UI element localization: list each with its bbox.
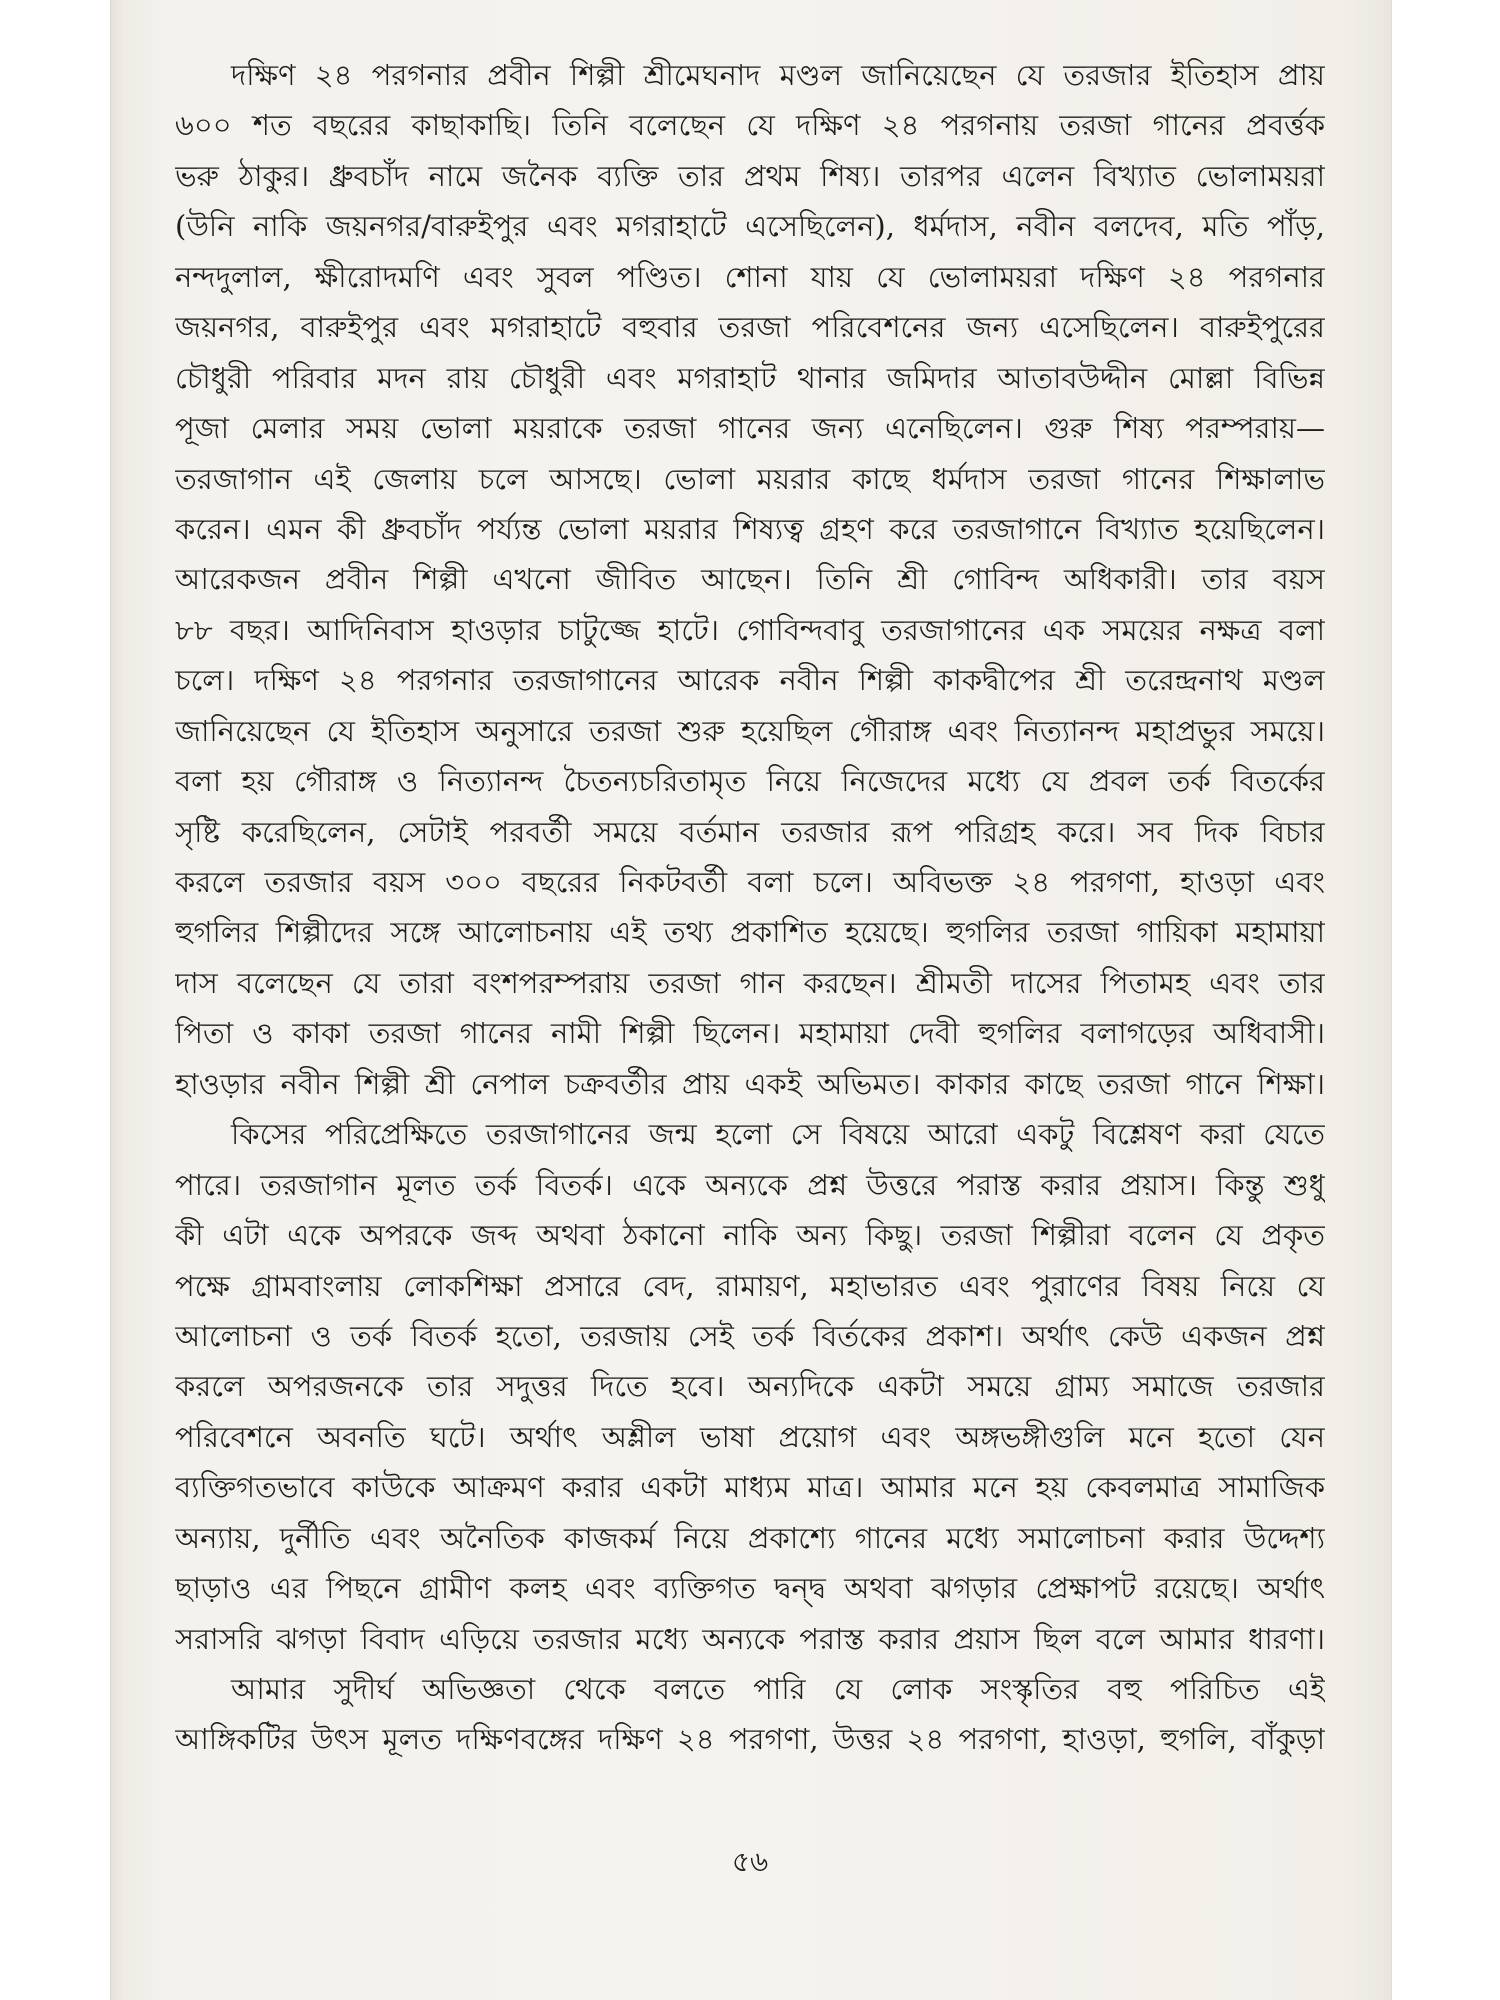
paragraph <box>175 1109 1325 1664</box>
text-line: জানিয়েছেন যে ইতিহাস অনুসারে তরজা শুরু হয়েছিল গৌরাঙ্গ এবং নিত্যানন্দ মহাপ্রভুর সময়ে। <box>175 713 1325 748</box>
text-line: চলে। দক্ষিণ ২৪ পরগনার তরজাগানের আরেক নবীন শিল্পী কাকদ্বীপের শ্রী তরেন্দ্রনাথ মণ্ডল <box>175 663 1325 698</box>
text-line: কী এটা একে অপরকে জব্দ অথবা ঠকানো নাকি অন্য কিছু। তরজা শিল্পীরা বলেন যে প্রকৃত <box>175 1218 1325 1253</box>
page-number: ৫৬ <box>731 1845 769 1878</box>
text-line: আরেকজন প্রবীন শিল্পী এখনো জীবিত আছেন। তিনি শ্রী গোবিন্দ অধিকারী। তার বয়স <box>175 562 1325 597</box>
text-line: হুগলির শিল্পীদের সঙ্গে আলোচনায় এই তথ্য প্রকাশিত হয়েছে। হুগলির তরজা গায়িকা মহামায়া <box>175 915 1325 950</box>
text-line: ব্যক্তিগতভাবে কাউকে আক্রমণ করার একটা মাধ্যম মাত্র। আমার মনে হয় কেবলমাত্র সামাজিক <box>175 1470 1325 1505</box>
paragraph <box>175 50 1325 1109</box>
text-line: পরিবেশনে অবনতি ঘটে। অর্থাৎ অশ্লীল ভাষা প্রয়োগ এবং অঙ্গভঙ্গীগুলি মনে হতো যেন <box>175 1419 1325 1454</box>
text-line: পিতা ও কাকা তরজা গানের নামী শিল্পী ছিলেন। মহামায়া দেবী হুগলির বলাগড়ের অধিবাসী। <box>175 1016 1325 1051</box>
text-line: ভরু ঠাকুর। ধ্রুবচাঁদ নামে জনৈক ব্যক্তি তার প্রথম শিষ্য। তারপর এলেন বিখ্যাত ভোলাময়রা <box>175 158 1325 193</box>
text-line: তরজাগান এই জেলায় চলে আসছে। ভোলা ময়রার কাছে ধর্মদাস তরজা গানের শিক্ষালাভ <box>175 461 1325 496</box>
paragraph <box>175 1664 1325 1765</box>
text-line: (উনি নাকি জয়নগর/বারুইপুর এবং মগরাহাটে এসেছিলেন), ধর্মদাস, নবীন বলদেব, মতি পাঁড়, <box>175 209 1325 244</box>
page-body <box>175 50 1325 1765</box>
text-line: আমার সুদীর্ঘ অভিজ্ঞতা থেকে বলতে পারি যে লোক সংস্কৃতির বহু পরিচিত এই <box>231 1672 1325 1706</box>
text-line: আঙ্গিকটির উৎস মূলত দক্ষিণবঙ্গের দক্ষিণ ২৪ পরগণা, উত্তর ২৪ পরগণা, হাওড়া, হুগলি, বাঁকুড়া <box>175 1722 1325 1757</box>
text-line: পারে। তরজাগান মূলত তর্ক বিতর্ক। একে অন্যকে প্রশ্ন উত্তরে পরাস্ত করার প্রয়াস। কিন্তু শুধু <box>175 1167 1325 1202</box>
text-line: দক্ষিণ ২৪ পরগনার প্রবীন শিল্পী শ্রীমেঘনাদ মণ্ডল জানিয়েছেন যে তরজার ইতিহাস প্রায় <box>231 58 1325 92</box>
text-line: আলোচনা ও তর্ক বিতর্ক হতো, তরজায় সেই তর্ক বির্তকের প্রকাশ। অর্থাৎ কেউ একজন প্রশ্ন <box>175 1318 1325 1353</box>
text-line: হাওড়ার নবীন শিল্পী শ্রী নেপাল চক্রবর্তীর প্রায় একই অভিমত। কাকার কাছে তরজা গানে শিক্ষা। <box>175 1066 1325 1101</box>
text-line: সরাসরি ঝগড়া বিবাদ এড়িয়ে তরজার মধ্যে অন্যকে পরাস্ত করার প্রয়াস ছিল বলে আমার ধারণা। <box>175 1621 1325 1656</box>
text-line: করলে অপরজনকে তার সদুত্তর দিতে হবে। অন্যদিকে একটা সময়ে গ্রাম্য সমাজে তরজার <box>175 1369 1325 1404</box>
text-line: জয়নগর, বারুইপুর এবং মগরাহাটে বহুবার তরজা পরিবেশনের জন্য এসেছিলেন। বারুইপুরের <box>175 310 1325 345</box>
text-line: কিসের পরিপ্রেক্ষিতে তরজাগানের জন্ম হলো সে বিষয়ে আরো একটু বিশ্লেষণ করা যেতে <box>231 1117 1325 1152</box>
text-line: করলে তরজার বয়স ৩০০ বছরের নিকটবর্তী বলা চলে। অবিভক্ত ২৪ পরগণা, হাওড়া এবং <box>175 865 1325 899</box>
text-line: দাস বলেছেন যে তারা বংশপরম্পরায় তরজা গান করছেন। শ্রীমতী দাসের পিতামহ এবং তার <box>175 965 1325 1000</box>
text-line: সৃষ্টি করেছিলেন, সেটাই পরবর্তী সময়ে বর্তমান তরজার রূপ পরিগ্রহ করে। সব দিক বিচার <box>175 814 1325 849</box>
text-line: করেন। এমন কী ধ্রুবচাঁদ পর্য্যন্ত ভোলা ময়রার শিষ্যত্ব গ্রহণ করে তরজাগানে বিখ্যাত হয়েছিলেন। <box>175 511 1325 546</box>
text-line: পূজা মেলার সময় ভোলা ময়রাকে তরজা গানের জন্য এনেছিলেন। গুরু শিষ্য পরম্পরায়— <box>175 411 1325 446</box>
text-line: বলা হয় গৌরাঙ্গ ও নিত্যানন্দ চৈতন্যচরিতামৃত নিয়ে নিজেদের মধ্যে যে প্রবল তর্ক বিতর্কের <box>175 764 1325 799</box>
text-line: নন্দদুলাল, ক্ষীরোদমণি এবং সুবল পণ্ডিত। শোনা যায় যে ভোলাময়রা দক্ষিণ ২৪ পরগনার <box>175 259 1325 294</box>
text-line: চৌধুরী পরিবার মদন রায় চৌধুরী এবং মগরাহাট থানার জমিদার আতাবউদ্দীন মোল্লা বিভিন্ন <box>175 360 1325 395</box>
text-line: পক্ষে গ্রামবাংলায় লোকশিক্ষা প্রসারে বেদ, রামায়ণ, মহাভারত এবং পুরাণের বিষয় নিয়ে যে <box>175 1268 1325 1303</box>
text-line: ৬০০ শত বছরের কাছাকাছি। তিনি বলেছেন যে দক্ষিণ ২৪ পরগনায় তরজা গানের প্রবর্ত্তক <box>175 108 1325 143</box>
text-line: অন্যায়, দুর্নীতি এবং অনৈতিক কাজকর্ম নিয়ে প্রকাশ্যে গানের মধ্যে সমালোচনা করার উদ্দেশ্য <box>175 1520 1325 1555</box>
text-line: ছাড়াও এর পিছনে গ্রামীণ কলহ এবং ব্যক্তিগত দ্বন্দ্ব অথবা ঝগড়ার প্রেক্ষাপট রয়েছে। অর্থাৎ <box>175 1571 1325 1606</box>
text-line: ৮৮ বছর। আদিনিবাস হাওড়ার চাটুজ্জে হাটে। গোবিন্দবাবু তরজাগানের এক সময়ের নক্ষত্র বলা <box>175 612 1325 647</box>
